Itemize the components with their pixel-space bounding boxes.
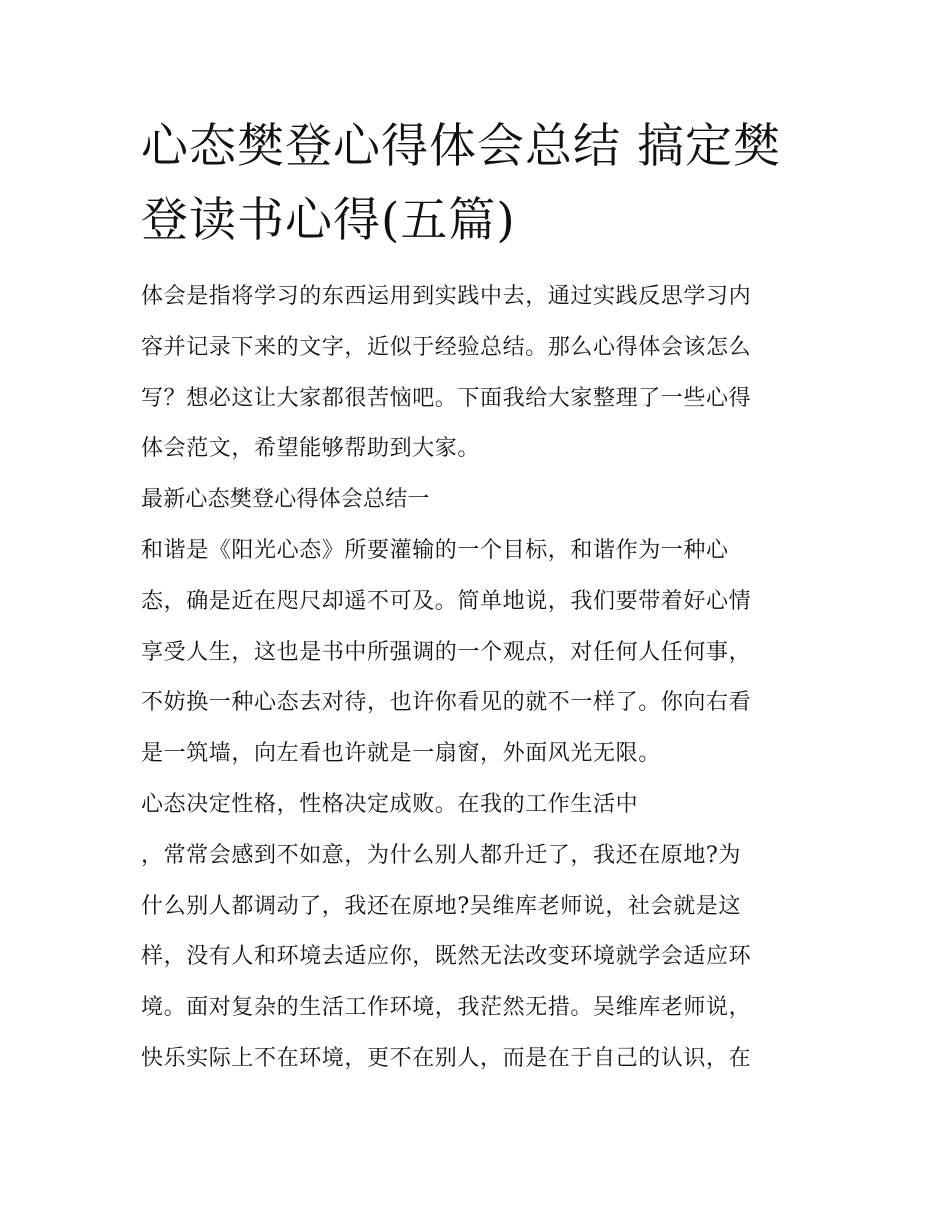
text-line: 什么别人都调动了，我还在原地?吴维库老师说，社会就是这 (141, 893, 741, 919)
paragraph-attitude (141, 780, 813, 1085)
text-line: 和谐是《阳光心态》所要灌输的一个目标，和谐作为一种心 (141, 537, 729, 563)
title-line: 登读书心得(五篇) (141, 193, 516, 248)
section-heading: 最新心态樊登心得体会总结一 (141, 487, 430, 513)
text-line: 享受人生，这也是书中所强调的一个观点，对任何人任何事， (141, 639, 752, 665)
title-line: 心态樊登心得体会总结 搞定樊 (141, 119, 781, 174)
text-line: 写？想必这让大家都很苦恼吧。下面我给大家整理了一些心得 (141, 385, 752, 411)
text-line: 态，确是近在咫尺却遥不可及。简单地说，我们要带着好心情 (141, 588, 752, 614)
document-title (141, 110, 813, 258)
intro-paragraph (141, 272, 813, 475)
text-line: 是一筑墙，向左看也许就是一扇窗，外面风光无限。 (141, 741, 661, 767)
text-line: 体会范文，希望能够帮助到大家。 (141, 436, 481, 462)
paragraph-harmony (141, 526, 813, 780)
text-line: 境。面对复杂的生活工作环境，我茫然无措。吴维库老师说， (141, 995, 752, 1021)
text-line: 样，没有人和环境去适应你，既然无法改变环境就学会适应环 (141, 944, 752, 970)
text-line: 体会是指将学习的东西运用到实践中去，通过实践反思学习内 (141, 284, 752, 309)
text-line: 快乐实际上不在环境，更不在别人，而是在于自己的认识，在 (141, 1045, 752, 1071)
text-line: ，常常会感到不如意，为什么别人都升迁了，我还在原地?为 (141, 842, 741, 868)
text-line: 不妨换一种心态去对待，也许你看见的就不一样了。你向右看 (141, 690, 752, 716)
document-content (141, 110, 813, 1085)
text-line: 容并记录下来的文字，近似于经验总结。那么心得体会该怎么 (141, 334, 752, 360)
text-line: 心态决定性格，性格决定成败。在我的工作生活中 (141, 791, 639, 817)
